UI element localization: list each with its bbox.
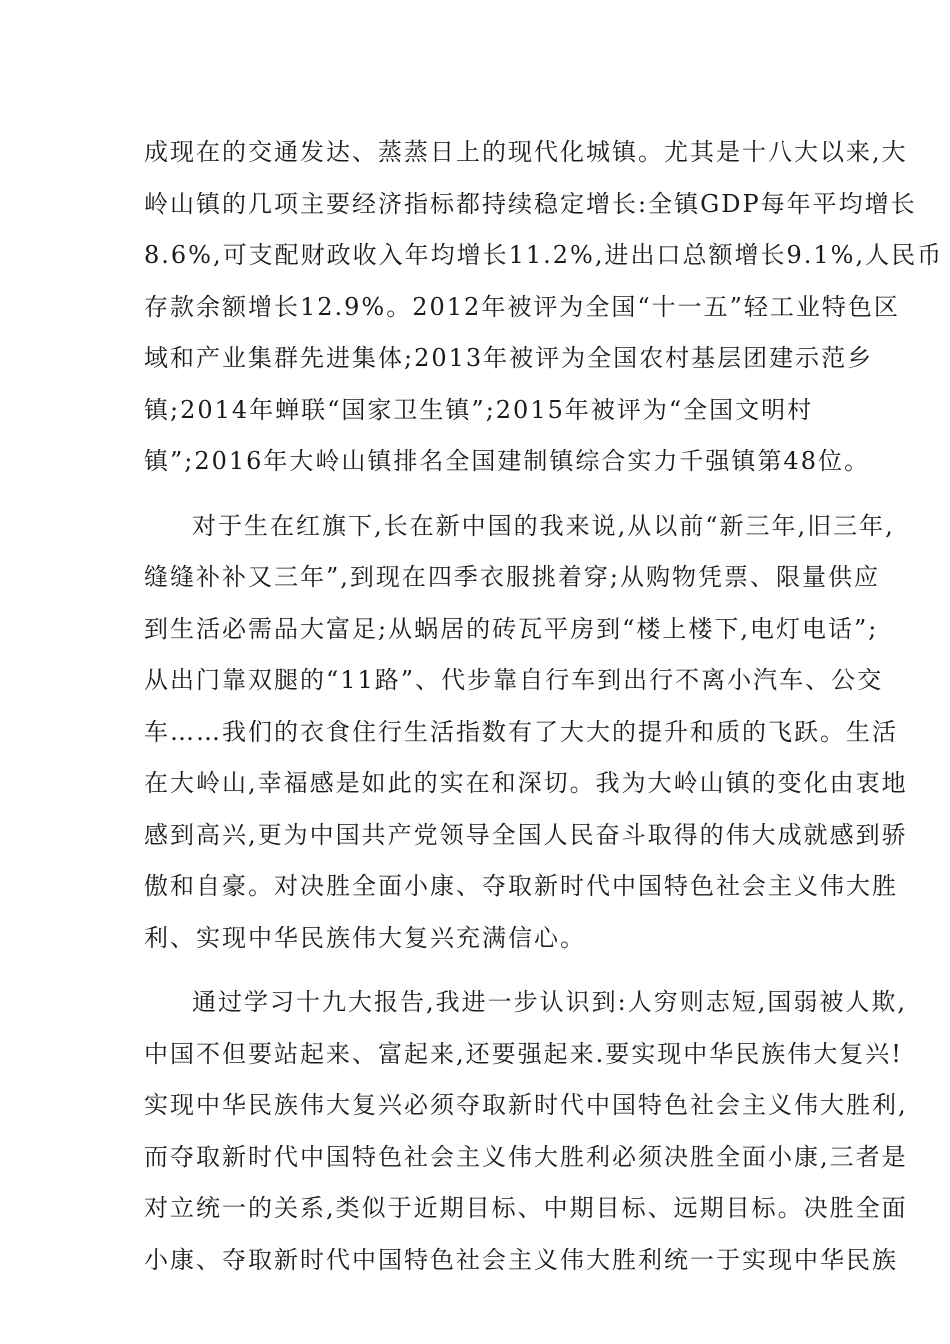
paragraph-line: 车……我们的衣食住行生活指数有了大大的提升和质的飞跃。生活 bbox=[144, 717, 898, 746]
paragraph-line: 8.6%,可支配财政收入年均增长11.2%,进出口总额增长9.1%,人民币 bbox=[144, 241, 944, 269]
paragraph-gap bbox=[144, 493, 808, 506]
paragraph-line: 岭山镇的几项主要经济指标都持续稳定增长:全镇GDP每年平均增长 bbox=[144, 189, 917, 218]
paragraph-line: 存款余额增长12.9%。2012年被评为全国“十一五”轻工业特色区 bbox=[144, 292, 900, 321]
paragraph-line: 缝缝补补又三年”,到现在四季衣服挑着穿;从购物凭票、限量供应 bbox=[144, 563, 880, 591]
paragraph-3 bbox=[144, 982, 908, 1291]
paragraph-line: 镇;2014年蝉联“国家卫生镇”;2015年被评为“全国文明村 bbox=[144, 395, 814, 424]
paragraph-line: 成现在的交通发达、蒸蒸日上的现代化城镇。尤其是十八大以来,大 bbox=[144, 138, 908, 166]
paragraph-line: 小康、夺取新时代中国特色社会主义伟大胜利统一于实现中华民族 bbox=[144, 1245, 898, 1274]
paragraph-line: 对于生在红旗下,长在新中国的我来说,从以前“新三年,旧三年, bbox=[192, 511, 895, 540]
paragraph-line: 利、实现中华民族伟大复兴充满信心。 bbox=[144, 923, 586, 952]
paragraph-line: 到生活必需品大富足;从蜗居的砖瓦平房到“楼上楼下,电灯电话”; bbox=[144, 614, 879, 643]
paragraph-line: 域和产业集群先进集体;2013年被评为全国农村基层团建示范乡 bbox=[144, 344, 874, 372]
paragraph-line: 傲和自豪。对决胜全面小康、夺取新时代中国特色社会主义伟大胜 bbox=[144, 872, 898, 900]
paragraph-line: 感到高兴,更为中国共产党领导全国人民奋斗取得的伟大成就感到骄 bbox=[144, 820, 908, 849]
document-body bbox=[144, 132, 944, 1291]
paragraph-line: 通过学习十九大报告,我进一步认识到:人穷则志短,国弱被人欺, bbox=[192, 988, 907, 1016]
paragraph-1 bbox=[144, 132, 944, 493]
paragraph-line: 对立统一的关系,类似于近期目标、中期目标、远期目标。决胜全面 bbox=[144, 1194, 908, 1222]
paragraph-line: 实现中华民族伟大复兴必须夺取新时代中国特色社会主义伟大胜利, bbox=[144, 1091, 908, 1119]
paragraph-line: 在大岭山,幸福感是如此的实在和深切。我为大岭山镇的变化由衷地 bbox=[144, 769, 908, 797]
paragraph-line: 镇”;2016年大岭山镇排名全国建制镇综合实力千强镇第48位。 bbox=[144, 447, 870, 475]
paragraph-line: 而夺取新时代中国特色社会主义伟大胜利必须决胜全面小康,三者是 bbox=[144, 1142, 908, 1171]
paragraph-line: 中国不但要站起来、富起来,还要强起来.要实现中华民族伟大复兴! bbox=[144, 1039, 903, 1068]
paragraph-2 bbox=[144, 506, 908, 970]
paragraph-line: 从出门靠双腿的“11路”、代步靠自行车到出行不离小汽车、公交 bbox=[144, 666, 884, 694]
paragraph-gap bbox=[144, 969, 808, 982]
